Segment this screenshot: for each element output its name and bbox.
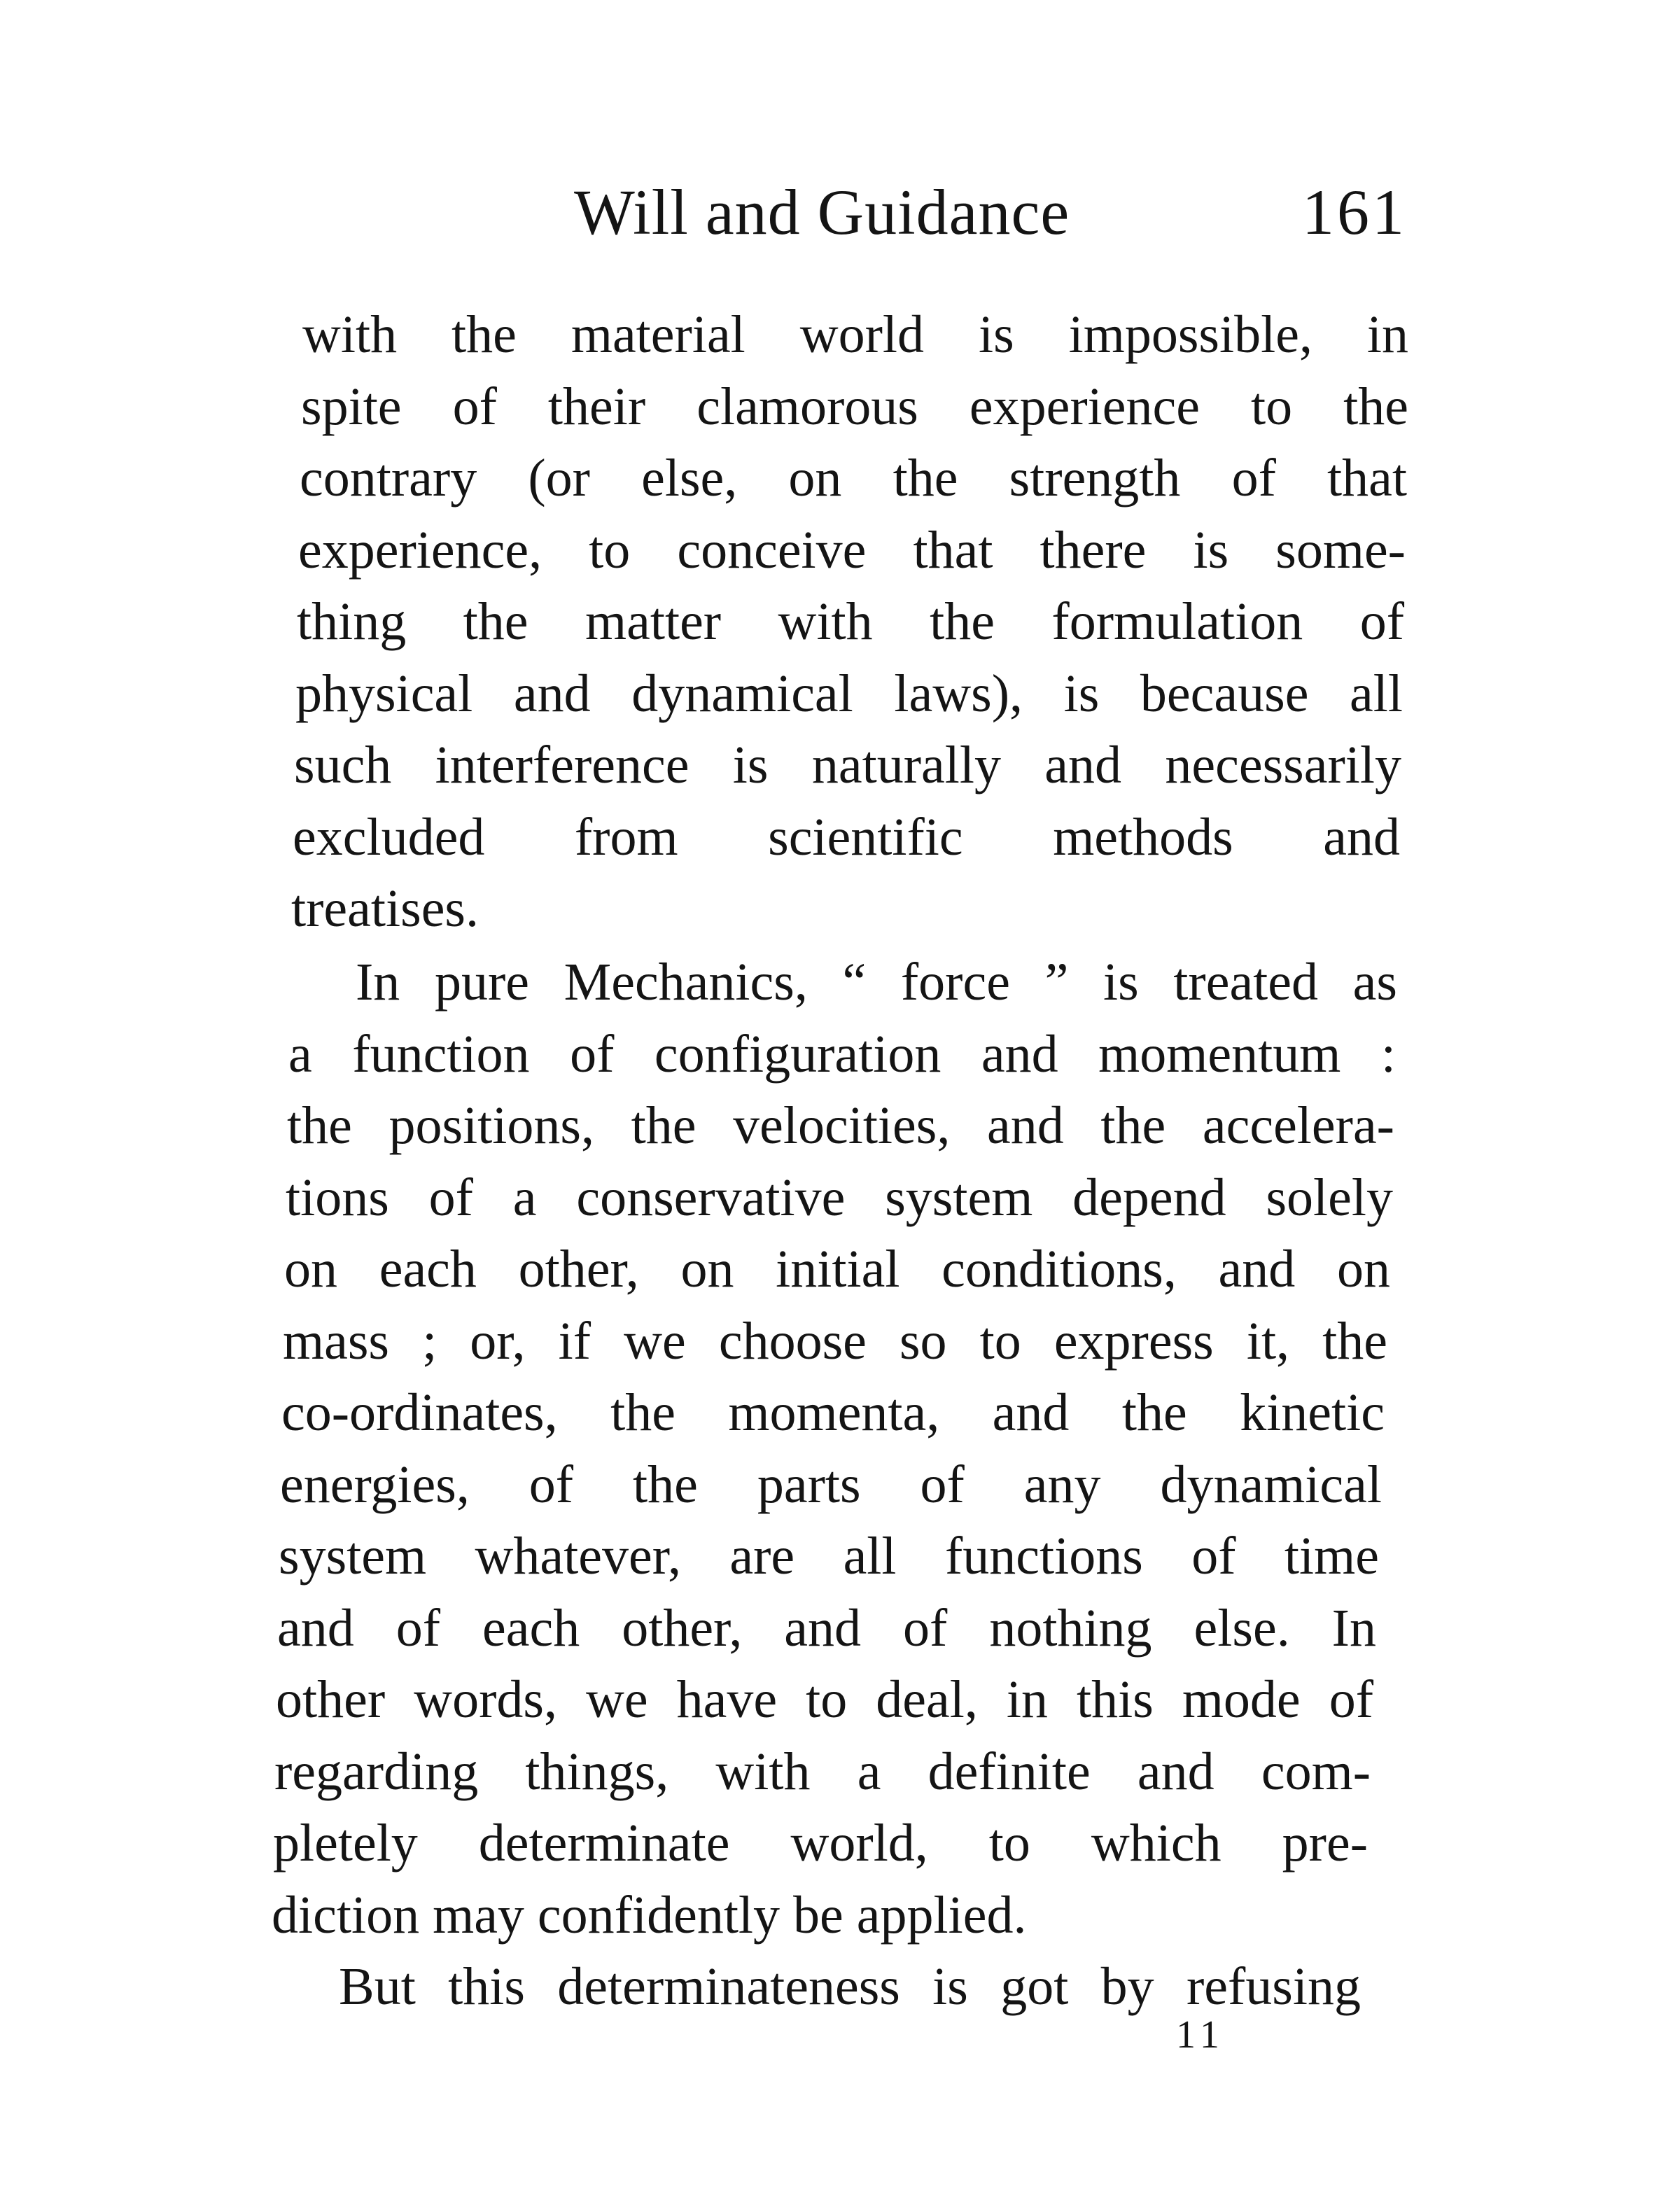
text-line: pletely determinate world, to which pre- xyxy=(273,1814,1368,1872)
text-line: other words, we have to deal, in this mode of xyxy=(276,1670,1373,1729)
text-line: the positions, the velocities, and the accelera- xyxy=(287,1096,1394,1155)
text-line: with the material world is impossible, in xyxy=(302,305,1408,364)
text-line: In pure Mechanics, “ force ” is treated as xyxy=(356,953,1397,1011)
text-line: physical and dynamical laws), is because all xyxy=(295,664,1403,723)
text-line: on each other, on initial conditions, and on xyxy=(284,1240,1390,1298)
text-line: spite of their clamorous experience to the xyxy=(301,377,1408,436)
text-line: regarding things, with a definite and com- xyxy=(274,1742,1371,1801)
running-title: Will and Guidance xyxy=(574,176,1070,248)
text-line: co-ordinates, the momenta, and the kinetic xyxy=(281,1383,1385,1442)
text-line: diction may confidently be applied. xyxy=(272,1886,1027,1945)
text-line: system whatever, are all functions of time xyxy=(279,1527,1379,1586)
text-line: such interference is naturally and necessarily xyxy=(294,736,1401,794)
text-line: a function of configuration and momentum : xyxy=(288,1025,1396,1084)
text-line: But this determinateness is got by refusing xyxy=(339,1957,1361,2016)
signature-mark: 11 xyxy=(1176,2013,1225,2057)
page-number: 161 xyxy=(1302,176,1407,248)
page-header xyxy=(574,175,1414,259)
text-line: excluded from scientific methods and xyxy=(293,808,1400,867)
text-line: thing the matter with the formulation of xyxy=(297,592,1404,651)
text-line: contrary (or else, on the strength of that xyxy=(300,449,1407,507)
text-line: experience, to conceive that there is some- xyxy=(298,521,1406,580)
text-line: energies, of the parts of any dynamical xyxy=(280,1455,1382,1514)
text-line: mass ; or, if we choose so to express it, the xyxy=(283,1312,1387,1371)
text-line: tions of a conservative system depend solely xyxy=(286,1168,1393,1227)
text-line: and of each other, and of nothing else. In xyxy=(277,1599,1376,1658)
text-line: treatises. xyxy=(291,879,479,938)
